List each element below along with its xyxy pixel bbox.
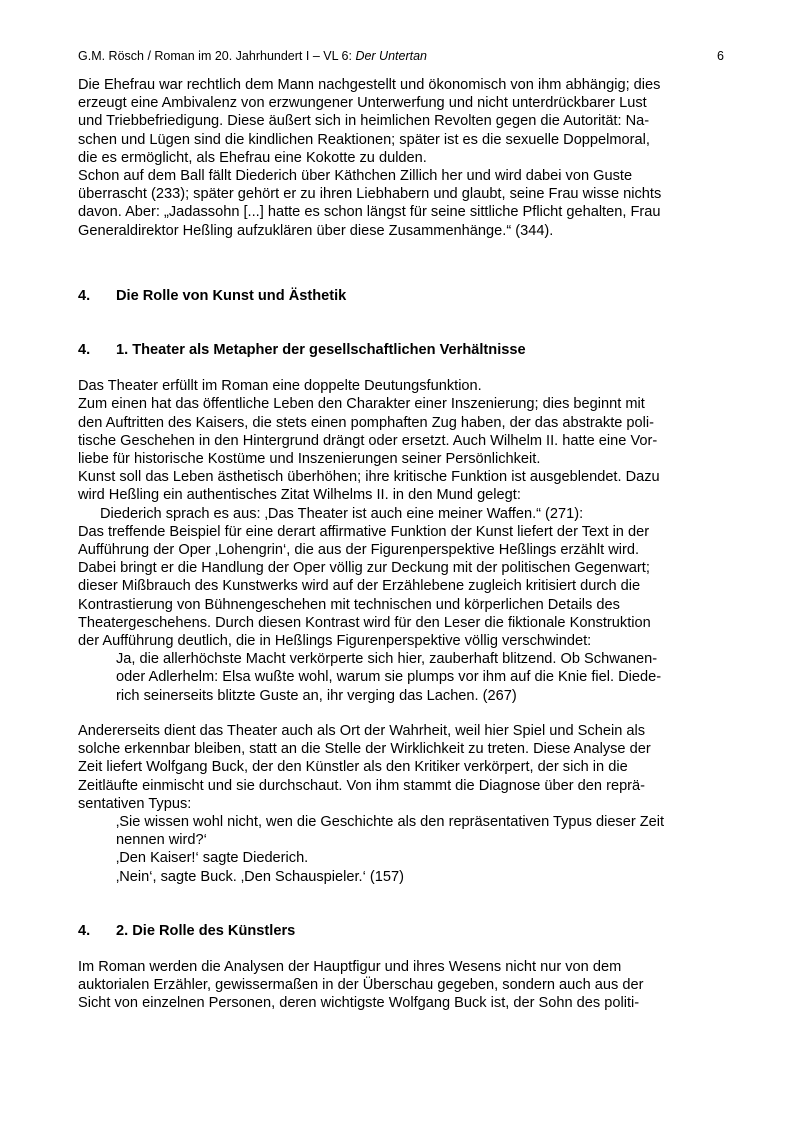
section-title: Die Rolle von Kunst und Ästhetik bbox=[116, 287, 347, 304]
text-line: wird Heßling ein authentisches Zitat Wilhelms II. in den Mund gelegt: bbox=[78, 487, 521, 504]
quote-line: rich seinerseits blitzte Guste an, ihr verging das Lachen. (267) bbox=[116, 687, 517, 704]
text-line: davon. Aber: „Jadassohn [...] hatte es schon längst für seine sittliche Pflicht gehalten, Frau bbox=[78, 204, 661, 221]
section-heading-4-2 bbox=[78, 922, 724, 940]
text-line: und Triebbefriedigung. Diese äußert sich in heimlichen Revolten gegen die Autorität: Na- bbox=[78, 113, 650, 130]
running-header bbox=[78, 47, 724, 65]
section-heading-4 bbox=[78, 287, 724, 305]
text-line: Das treffende Beispiel für eine derart affirmative Funktion der Kunst liefert der Text in der bbox=[78, 523, 650, 540]
text-line: sentativen Typus: bbox=[78, 795, 192, 812]
text-line: Zeitläufte einmischt und sie durchschaut. Von ihm stammt die Diagnose über den reprä- bbox=[78, 777, 646, 794]
text-line: Schon auf dem Ball fällt Diederich über Käthchen Zillich her und wird dabei von Guste bbox=[78, 168, 633, 185]
text-line: auktorialen Erzähler, gewissermaßen in der Überschau gegeben, sondern auch aus der bbox=[78, 977, 644, 994]
section-number: 4. bbox=[78, 287, 91, 304]
text-line: Kunst soll das Leben ästhetisch überhöhen; ihre kritische Funktion ist ausgeblendet. Dazu bbox=[78, 469, 660, 486]
text-line: die es ermöglicht, als Ehefrau eine Kokotte zu dulden. bbox=[78, 149, 427, 166]
header-title-text: G.M. Rösch / Roman im 20. Jahrhundert I – VL 6: bbox=[78, 49, 356, 63]
text-line: Generaldirektor Heßling aufzuklären über diese Zusammenhänge.“ (344). bbox=[78, 222, 554, 239]
quote-line: ‚Den Kaiser!‘ sagte Diederich. bbox=[116, 850, 309, 867]
block-quote bbox=[78, 650, 724, 705]
text-line: tische Geschehen in den Hintergrund drängt oder ersetzt. Auch Wilhelm II. hatte eine Vor- bbox=[78, 432, 658, 449]
text-line: Dabei bringt er die Handlung der Oper völlig zur Deckung mit der politischen Gegenwart; bbox=[78, 560, 650, 577]
quote-line: nennen wird?‘ bbox=[116, 832, 207, 849]
text-line: überrascht (233); später gehört er zu ihren Liebhabern und glaubt, seine Frau wisse nichts bbox=[78, 186, 662, 203]
text-line: den Auftritten des Kaisers, die stets einen pomphaften Zug haben, der das abstrakte poli- bbox=[78, 414, 654, 431]
text-line: Das Theater erfüllt im Roman eine doppelte Deutungsfunktion. bbox=[78, 378, 482, 395]
section-number: 4. bbox=[78, 342, 91, 359]
text-line: Zum einen hat das öffentliche Leben den Charakter einer Inszenierung; dies beginnt mit bbox=[78, 396, 645, 413]
section-title: 1. Theater als Metapher der gesellschaftlichen Verhältnisse bbox=[116, 342, 526, 359]
section-title: 2. Die Rolle des Künstlers bbox=[116, 922, 296, 939]
quote-line: oder Adlerhelm: Elsa wußte wohl, warum sie plumps vor ihm auf die Knie fiel. Diede- bbox=[116, 669, 662, 686]
body-paragraph bbox=[78, 377, 724, 650]
text-line: erzeugt eine Ambivalenz von erzwungener Unterwerfung und nicht unterdrückbarer Lust bbox=[78, 95, 647, 112]
text-line: Kontrastierung von Bühnengeschehen mit technischen und körperlichen Details des bbox=[78, 596, 620, 613]
block-quote bbox=[78, 813, 724, 886]
document-page bbox=[78, 47, 724, 1013]
text-line: Andererseits dient das Theater auch als Ort der Wahrheit, weil hier Spiel und Schein als bbox=[78, 722, 646, 739]
section-heading-4-1 bbox=[78, 341, 724, 359]
text-line: Zeit liefert Wolfgang Buck, der den Künstler als den Kritiker verkörpert, der sich in die bbox=[78, 759, 628, 776]
text-line: Theatergeschehens. Durch diesen Kontrast wird für den Leser die fiktionale Konstruktion bbox=[78, 614, 651, 631]
text-line: solche erkennbar bleiben, statt an die Stelle der Wirklichkeit zu treten. Diese Analyse der bbox=[78, 741, 651, 758]
text-line: dieser Mißbrauch des Kunstwerks wird auf der Erzählebene zugleich kritisiert durch die bbox=[78, 578, 641, 595]
citation-line: Diederich sprach es aus: ‚Das Theater ist auch eine meiner Waffen.“ (271): bbox=[100, 505, 584, 522]
section-number: 4. bbox=[78, 922, 91, 939]
text-line: Die Ehefrau war rechtlich dem Mann nachgestellt und ökonomisch von ihm abhängig; dies bbox=[78, 77, 661, 93]
quote-line: Ja, die allerhöchste Macht verkörperte sich hier, zauberhaft blitzend. Ob Schwanen- bbox=[116, 651, 658, 668]
quote-line: ‚Sie wissen wohl nicht, wen die Geschichte als den repräsentativen Typus dieser Zeit bbox=[116, 813, 665, 830]
text-line: schen und Lügen sind die kindlichen Reaktionen; später ist es die sexuelle Doppelmoral, bbox=[78, 131, 650, 148]
quote-line: ‚Nein‘, sagte Buck. ‚Den Schauspieler.‘ (157) bbox=[116, 868, 404, 885]
text-line: Sicht von einzelnen Personen, deren wichtigste Wolfgang Buck ist, der Sohn des politi- bbox=[78, 995, 640, 1012]
intro-paragraph bbox=[78, 76, 724, 240]
header-title-italic: Der Untertan bbox=[355, 49, 427, 63]
header-title bbox=[78, 47, 427, 65]
text-line: Im Roman werden die Analysen der Hauptfigur und ihres Wesens nicht nur von dem bbox=[78, 958, 622, 975]
body-paragraph bbox=[78, 722, 724, 813]
text-line: der Aufführung deutlich, die in Heßlings Figurenperspektive völlig verschwindet: bbox=[78, 633, 592, 650]
page-number: 6 bbox=[717, 49, 724, 63]
body-paragraph bbox=[78, 958, 724, 1013]
text-line: Aufführung der Oper ‚Lohengrin‘, die aus der Figurenperspektive Heßlings erzählt wird. bbox=[78, 542, 640, 559]
text-line: liebe für historische Kostüme und Inszenierungen seiner Persönlichkeit. bbox=[78, 451, 541, 468]
